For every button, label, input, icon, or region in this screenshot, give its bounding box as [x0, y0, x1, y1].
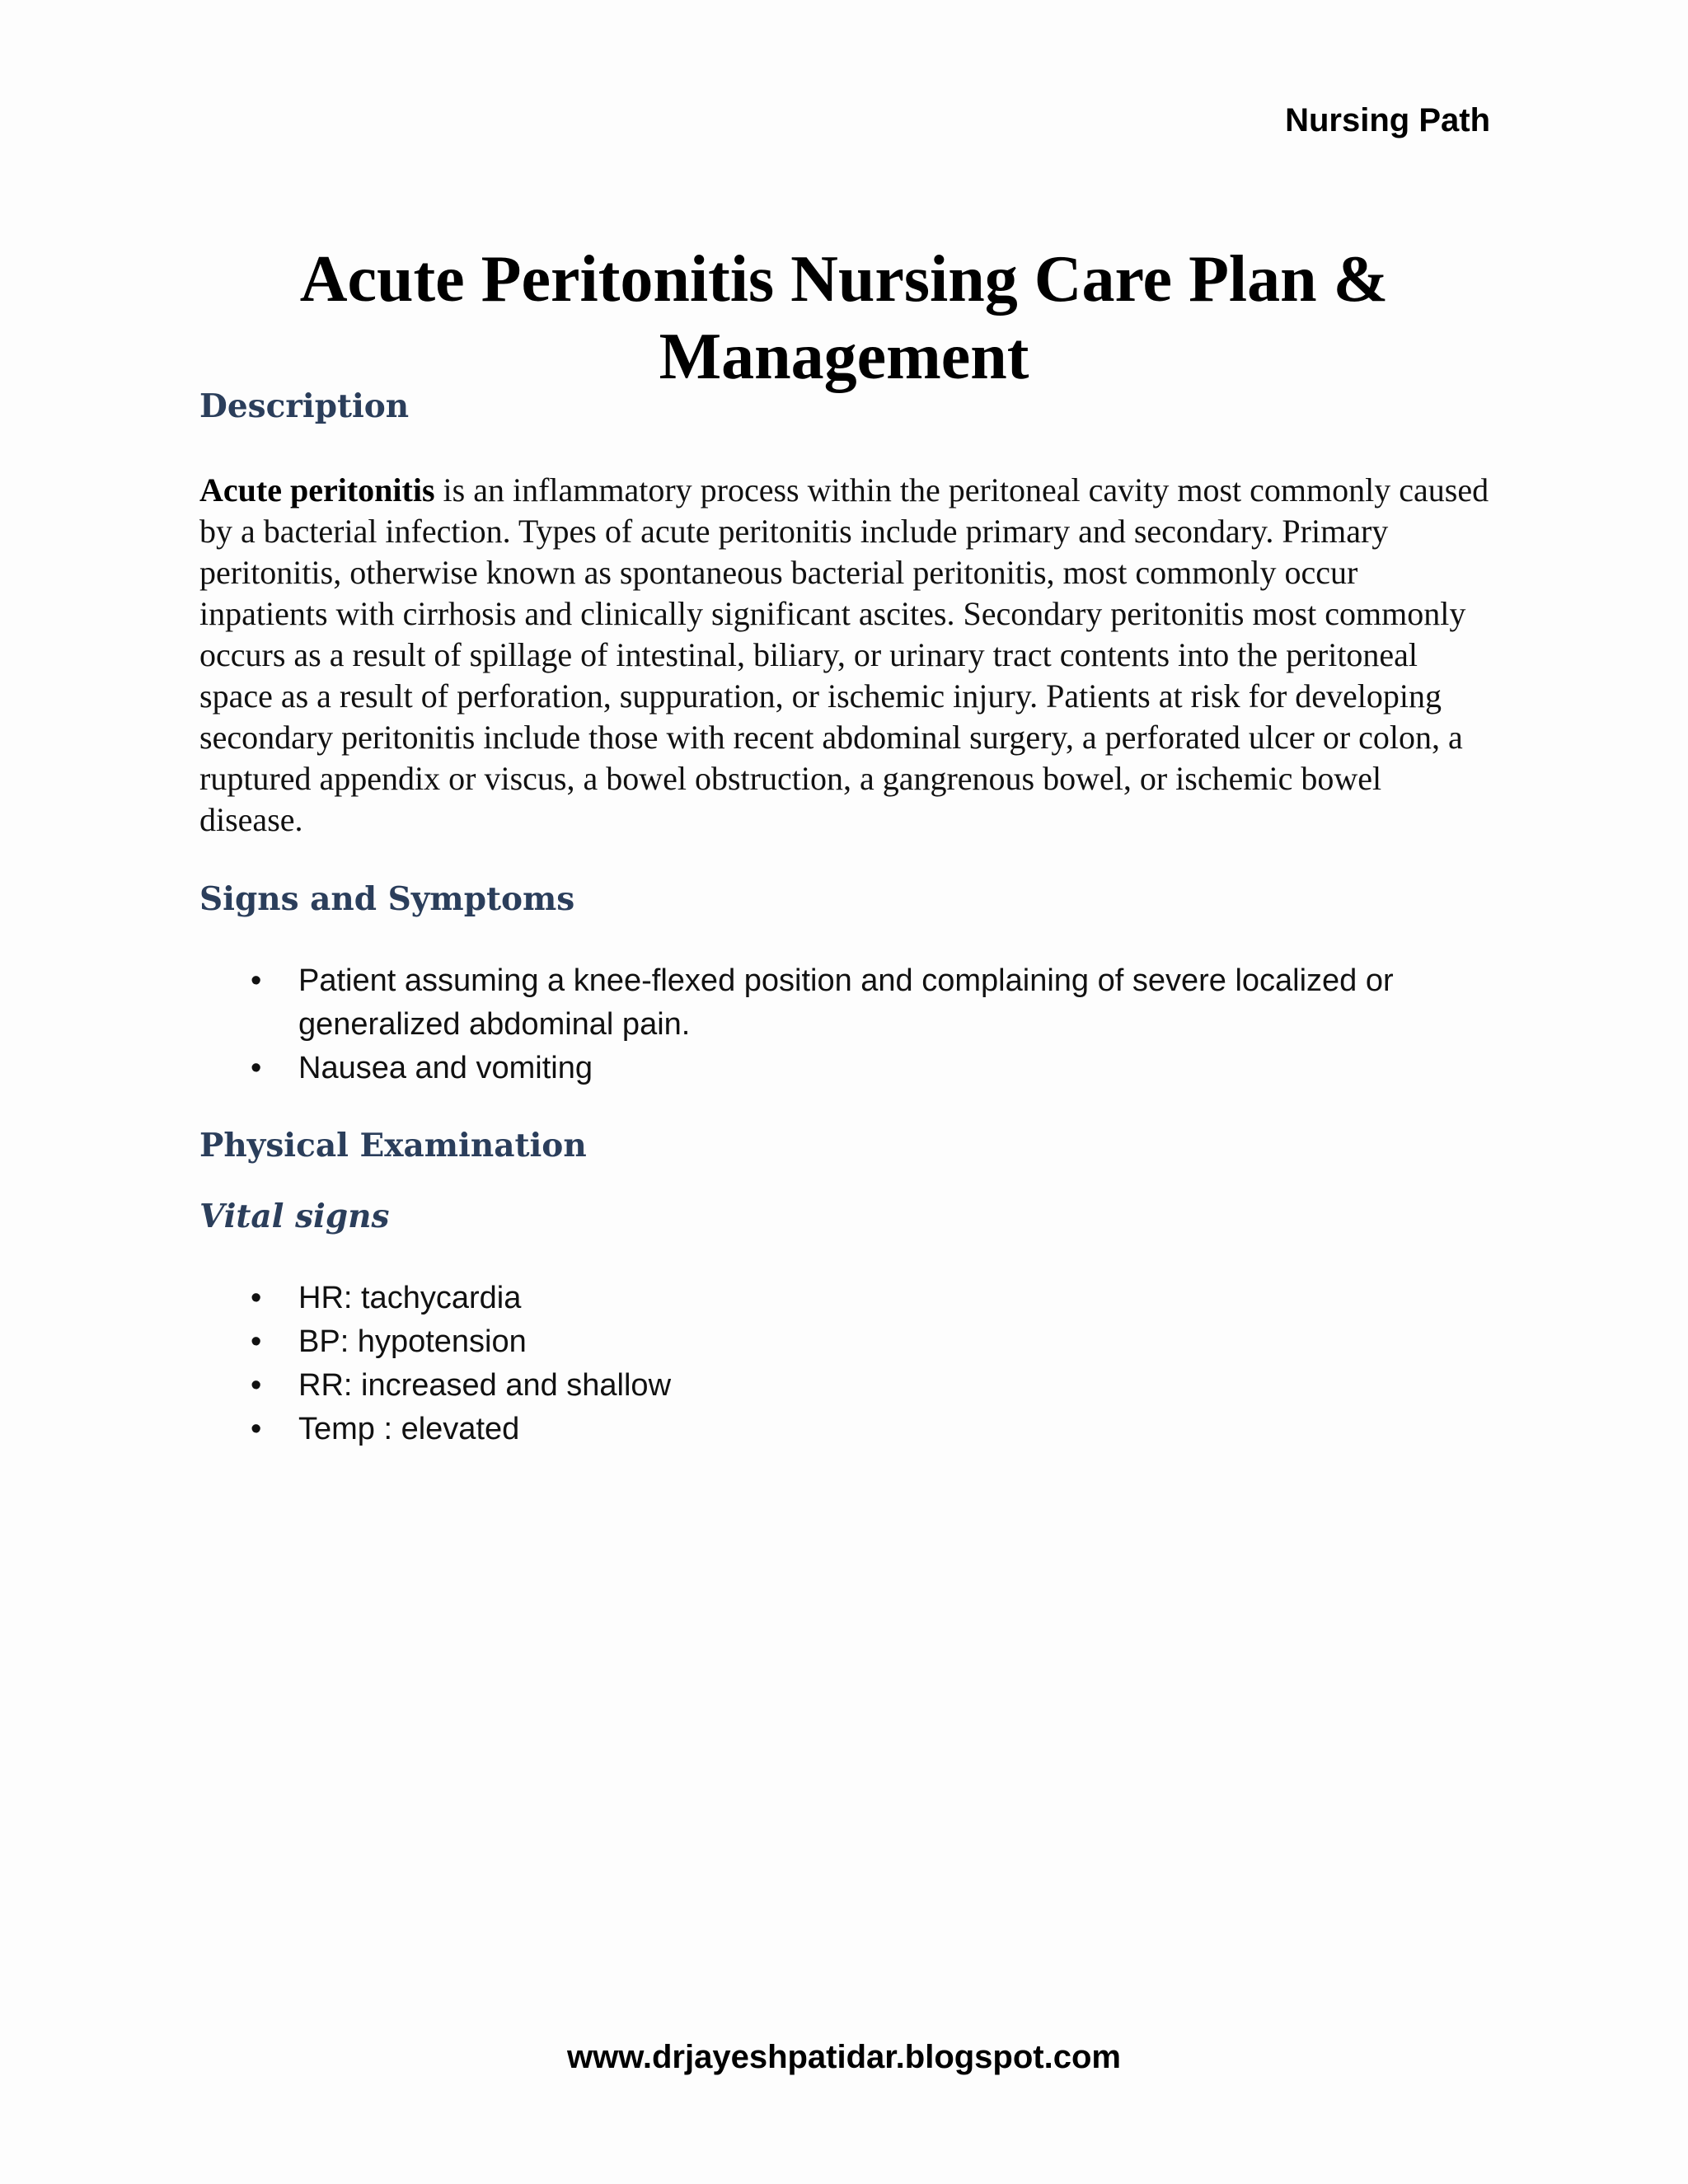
footer-url: www.drjayeshpatidar.blogspot.com [567, 2039, 1121, 2075]
description-body: is an inflammatory process within the peritoneal cavity most commonly caused by a bacterial infection. Types of acute peritonitis include primary and secondary. Primary peritonitis, otherwise known as spontaneous bacterial peritonitis, most commonly occur inpatients with cirrhosis and clinically significant ascites. Secondary peritonitis most commonly occurs as a result of spillage of intestinal, biliary, or urinary tract contents into the peritoneal space as a result of perforation, suppuration, or ischemic injury. Patients at risk for developing secondary peritonitis include those with recent abdominal surgery, a perforated ulcer or colon, a ruptured appendix or viscus, a bowel obstruction, a gangrenous bowel, or ischemic bowel disease. [199, 471, 1489, 838]
page-title: Acute Peritonitis Nursing Care Plan & Management [299, 242, 1389, 393]
list-item [251, 1320, 1492, 1364]
description-heading: Description [199, 387, 410, 425]
list-item [251, 959, 1492, 1047]
description-lead-term: Acute peritonitis [199, 471, 435, 509]
physical-exam-heading: Physical Examination [199, 1127, 587, 1165]
bullet-icon: • [251, 1412, 262, 1446]
list-item-text: Temp : elevated [298, 1412, 520, 1446]
signs-symptoms-list [199, 959, 1492, 1090]
list-item-text: Nausea and vomiting [298, 1051, 593, 1085]
document-content [199, 387, 1492, 1451]
list-item-text: HR: tachycardia [298, 1281, 522, 1315]
list-item [251, 1047, 1492, 1090]
signs-symptoms-heading: Signs and Symptoms [199, 880, 575, 918]
list-item [251, 1364, 1492, 1408]
list-item-text: BP: hypotension [298, 1324, 527, 1359]
description-paragraph [199, 470, 1492, 841]
list-item-text: Patient assuming a knee-flexed position and complaining of severe localized or generalized abdominal pain. [298, 963, 1394, 1042]
vital-signs-subheading: Vital signs [199, 1197, 390, 1235]
bullet-icon: • [251, 963, 262, 998]
vital-signs-list [199, 1277, 1492, 1451]
header-site-name: Nursing Path [1285, 102, 1490, 138]
list-item [251, 1277, 1492, 1320]
bullet-icon: • [251, 1281, 262, 1315]
list-item [251, 1408, 1492, 1451]
bullet-icon: • [251, 1324, 262, 1359]
bullet-icon: • [251, 1368, 262, 1403]
bullet-icon: • [251, 1051, 262, 1085]
list-item-text: RR: increased and shallow [298, 1368, 672, 1403]
